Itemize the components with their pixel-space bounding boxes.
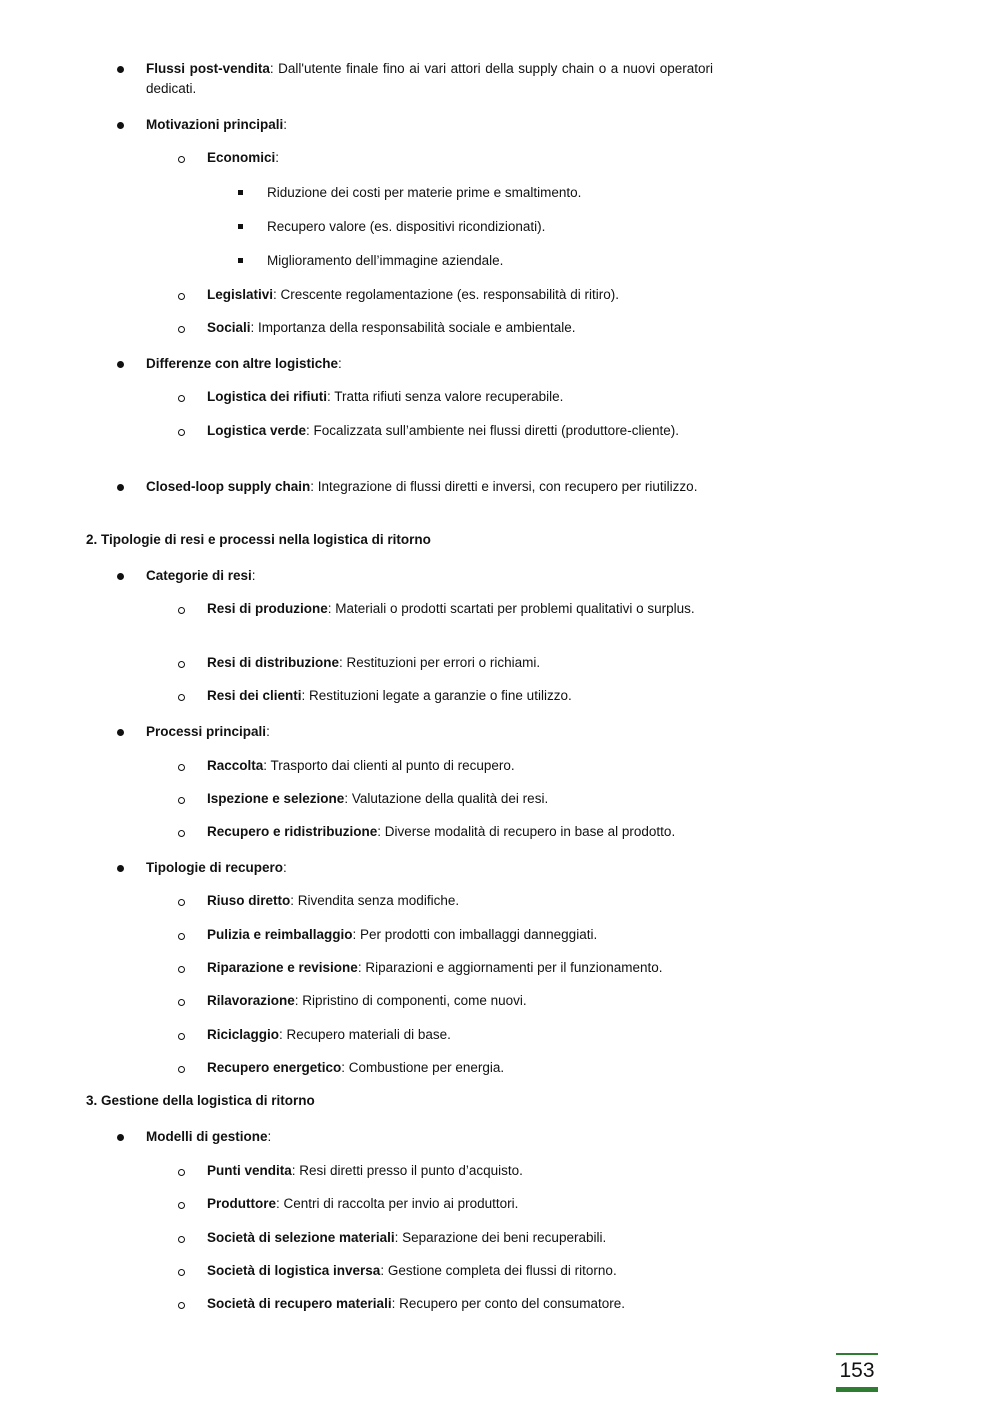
list-item-text: : Valutazione della qualità dei resi.: [344, 791, 549, 806]
list-item-text: : Materiali o prodotti scartati per problemi qualitativi o surplus.: [327, 601, 695, 616]
list-item-term: Società di selezione materiali: [207, 1230, 395, 1245]
square-bullet-icon: [238, 190, 243, 195]
list-item-term: Differenze con altre logistiche: [146, 356, 339, 371]
list-item-text: : Resi diretti presso il punto d’acquisto.: [291, 1163, 523, 1178]
list-item: [146, 722, 713, 742]
list-item: [207, 1228, 714, 1248]
list-item-term: Logistica verde: [207, 423, 307, 438]
circle-bullet-icon: [178, 293, 185, 300]
circle-bullet-icon: [178, 156, 185, 163]
list-item: [207, 1161, 714, 1181]
list-item-term: Closed-loop supply chain: [146, 479, 311, 494]
list-item-term: Modelli di gestione: [146, 1129, 268, 1144]
list-item: [146, 1127, 713, 1147]
list-item: [207, 925, 714, 945]
list-item: [267, 183, 717, 203]
list-item: [207, 686, 714, 706]
list-item-text: :: [338, 356, 342, 371]
circle-bullet-icon: [178, 830, 185, 837]
list-item: [207, 1025, 714, 1045]
list-item-text: Riduzione dei costi per materie prime e smaltimento.: [267, 185, 582, 200]
list-item-text: : Diverse modalità di recupero in base al prodotto.: [377, 824, 676, 839]
list-item-term: Sociali: [207, 320, 251, 335]
section-heading: 3. Gestione della logistica di ritorno: [86, 1093, 315, 1108]
square-bullet-icon: [238, 258, 243, 263]
list-item-term: Raccolta: [207, 758, 264, 773]
list-item-term: Tipologie di recupero: [146, 860, 284, 875]
bullet-icon: [117, 865, 124, 872]
list-item-text: Miglioramento dell’immagine aziendale.: [267, 253, 504, 268]
list-item: [207, 387, 714, 407]
list-item: [146, 354, 713, 374]
list-item: [207, 285, 714, 305]
list-item: [267, 251, 717, 271]
list-item: [146, 477, 713, 497]
list-item-text: :: [283, 117, 288, 132]
circle-bullet-icon: [178, 395, 185, 402]
square-bullet-icon: [238, 224, 243, 229]
circle-bullet-icon: [178, 899, 185, 906]
bullet-icon: [117, 729, 124, 736]
list-item-term: Logistica dei rifiuti: [207, 389, 328, 404]
list-item-term: Rilavorazione: [207, 993, 295, 1008]
list-item-text: : Recupero per conto del consumatore.: [391, 1296, 625, 1311]
list-item: [146, 566, 713, 586]
list-item-text: :: [275, 150, 280, 165]
list-item-term: Economici: [207, 150, 276, 165]
list-item-term: Recupero energetico: [207, 1060, 342, 1075]
list-item-text: : Trasporto dai clienti al punto di recupero.: [263, 758, 515, 773]
circle-bullet-icon: [178, 764, 185, 771]
list-item: [146, 858, 713, 878]
list-item-text: :: [266, 724, 270, 739]
list-item: [207, 958, 714, 978]
list-item-text: :: [283, 860, 287, 875]
list-item-text: : Integrazione di flussi diretti e inversi, con recupero per riutilizzo.: [310, 479, 698, 494]
list-item: [207, 421, 714, 441]
bullet-icon: [117, 573, 124, 580]
list-item-text: Recupero valore (es. dispositivi ricondizionati).: [267, 219, 546, 234]
list-item: [207, 1194, 714, 1214]
list-item: [207, 599, 714, 619]
list-item: [207, 653, 714, 673]
list-item-term: Motivazioni principali: [146, 117, 284, 132]
list-item-term: Pulizia e reimballaggio: [207, 927, 353, 942]
bullet-icon: [117, 361, 124, 368]
page-number-rule-top: [836, 1353, 878, 1355]
bullet-icon: [117, 66, 124, 73]
list-item-text: : Per prodotti con imballaggi danneggiati.: [352, 927, 598, 942]
circle-bullet-icon: [178, 429, 185, 436]
circle-bullet-icon: [178, 797, 185, 804]
list-item: [207, 1261, 714, 1281]
page-number-rule-bottom: [836, 1387, 878, 1392]
list-item-term: Categorie di resi: [146, 568, 252, 583]
list-item-text: : Rivendita senza modifiche.: [290, 893, 460, 908]
circle-bullet-icon: [178, 966, 185, 973]
list-item-term: Produttore: [207, 1196, 276, 1211]
section-heading: 2. Tipologie di resi e processi nella logistica di ritorno: [86, 532, 431, 547]
list-item-text: : Ripristino di componenti, come nuovi.: [294, 993, 527, 1008]
list-item-text: : Focalizzata sull’ambiente nei flussi diretti (produttore-cliente).: [306, 423, 679, 438]
circle-bullet-icon: [178, 1269, 185, 1276]
circle-bullet-icon: [178, 933, 185, 940]
list-item-text: :: [251, 568, 256, 583]
list-item-term: Recupero e ridistribuzione: [207, 824, 378, 839]
list-item-term: Società di logistica inversa: [207, 1263, 381, 1278]
list-item: [146, 115, 713, 135]
circle-bullet-icon: [178, 661, 185, 668]
list-item: [207, 891, 714, 911]
list-item-text: : Gestione completa dei flussi di ritorno.: [380, 1263, 617, 1278]
circle-bullet-icon: [178, 1066, 185, 1073]
list-item-text: : Recupero materiali di base.: [279, 1027, 451, 1042]
bullet-icon: [117, 1134, 124, 1141]
list-item-text: : Crescente regolamentazione (es. responsabilità di ritiro).: [273, 287, 619, 302]
list-item-text: : Riparazioni e aggiornamenti per il funzionamento.: [357, 960, 663, 975]
list-item-text: : Centri di raccolta per invio ai produttori.: [276, 1196, 519, 1211]
list-item-text: : Restituzioni per errori o richiami.: [339, 655, 541, 670]
circle-bullet-icon: [178, 1169, 185, 1176]
list-item-text: : Combustione per energia.: [341, 1060, 505, 1075]
list-item-term: Ispezione e selezione: [207, 791, 345, 806]
list-item-term: Punti vendita: [207, 1163, 292, 1178]
circle-bullet-icon: [178, 1202, 185, 1209]
list-item-term: Resi di produzione: [207, 601, 328, 616]
list-item-term: Resi di distribuzione: [207, 655, 340, 670]
circle-bullet-icon: [178, 694, 185, 701]
circle-bullet-icon: [178, 1033, 185, 1040]
circle-bullet-icon: [178, 607, 185, 614]
list-item-term: Società di recupero materiali: [207, 1296, 392, 1311]
circle-bullet-icon: [178, 326, 185, 333]
list-item: [207, 1294, 714, 1314]
list-item-text: : Importanza della responsabilità sociale e ambientale.: [250, 320, 576, 335]
list-item-term: Legislativi: [207, 287, 274, 302]
list-item: [267, 217, 717, 237]
list-item-text: : Separazione dei beni recuperabili.: [394, 1230, 607, 1245]
list-item-term: Riciclaggio: [207, 1027, 280, 1042]
list-item-term: Processi principali: [146, 724, 267, 739]
list-item: [207, 822, 714, 842]
list-item: [207, 148, 714, 168]
list-item: [207, 756, 714, 776]
bullet-icon: [117, 484, 124, 491]
list-item-text: : Dall'utente finale fino ai vari attori della supply chain o a nuovi operatori dedicati.: [146, 61, 713, 96]
list-item-text: : Tratta rifiuti senza valore recuperabile.: [327, 389, 564, 404]
bullet-icon: [117, 122, 124, 129]
circle-bullet-icon: [178, 1236, 185, 1243]
circle-bullet-icon: [178, 1302, 185, 1309]
list-item: [207, 318, 714, 338]
list-item-term: Resi dei clienti: [207, 688, 302, 703]
list-item-term: Riparazione e revisione: [207, 960, 358, 975]
list-item: [207, 789, 714, 809]
list-item: [207, 991, 714, 1011]
circle-bullet-icon: [178, 999, 185, 1006]
list-item-text: : Restituzioni legate a garanzie o fine utilizzo.: [301, 688, 572, 703]
list-item: [207, 1058, 714, 1078]
list-item-text: :: [267, 1129, 272, 1144]
page-number: 153: [839, 1359, 875, 1382]
list-item-term: Riuso diretto: [207, 893, 291, 908]
list-item: [146, 59, 713, 99]
list-item-term: Flussi post-vendita: [146, 61, 270, 76]
